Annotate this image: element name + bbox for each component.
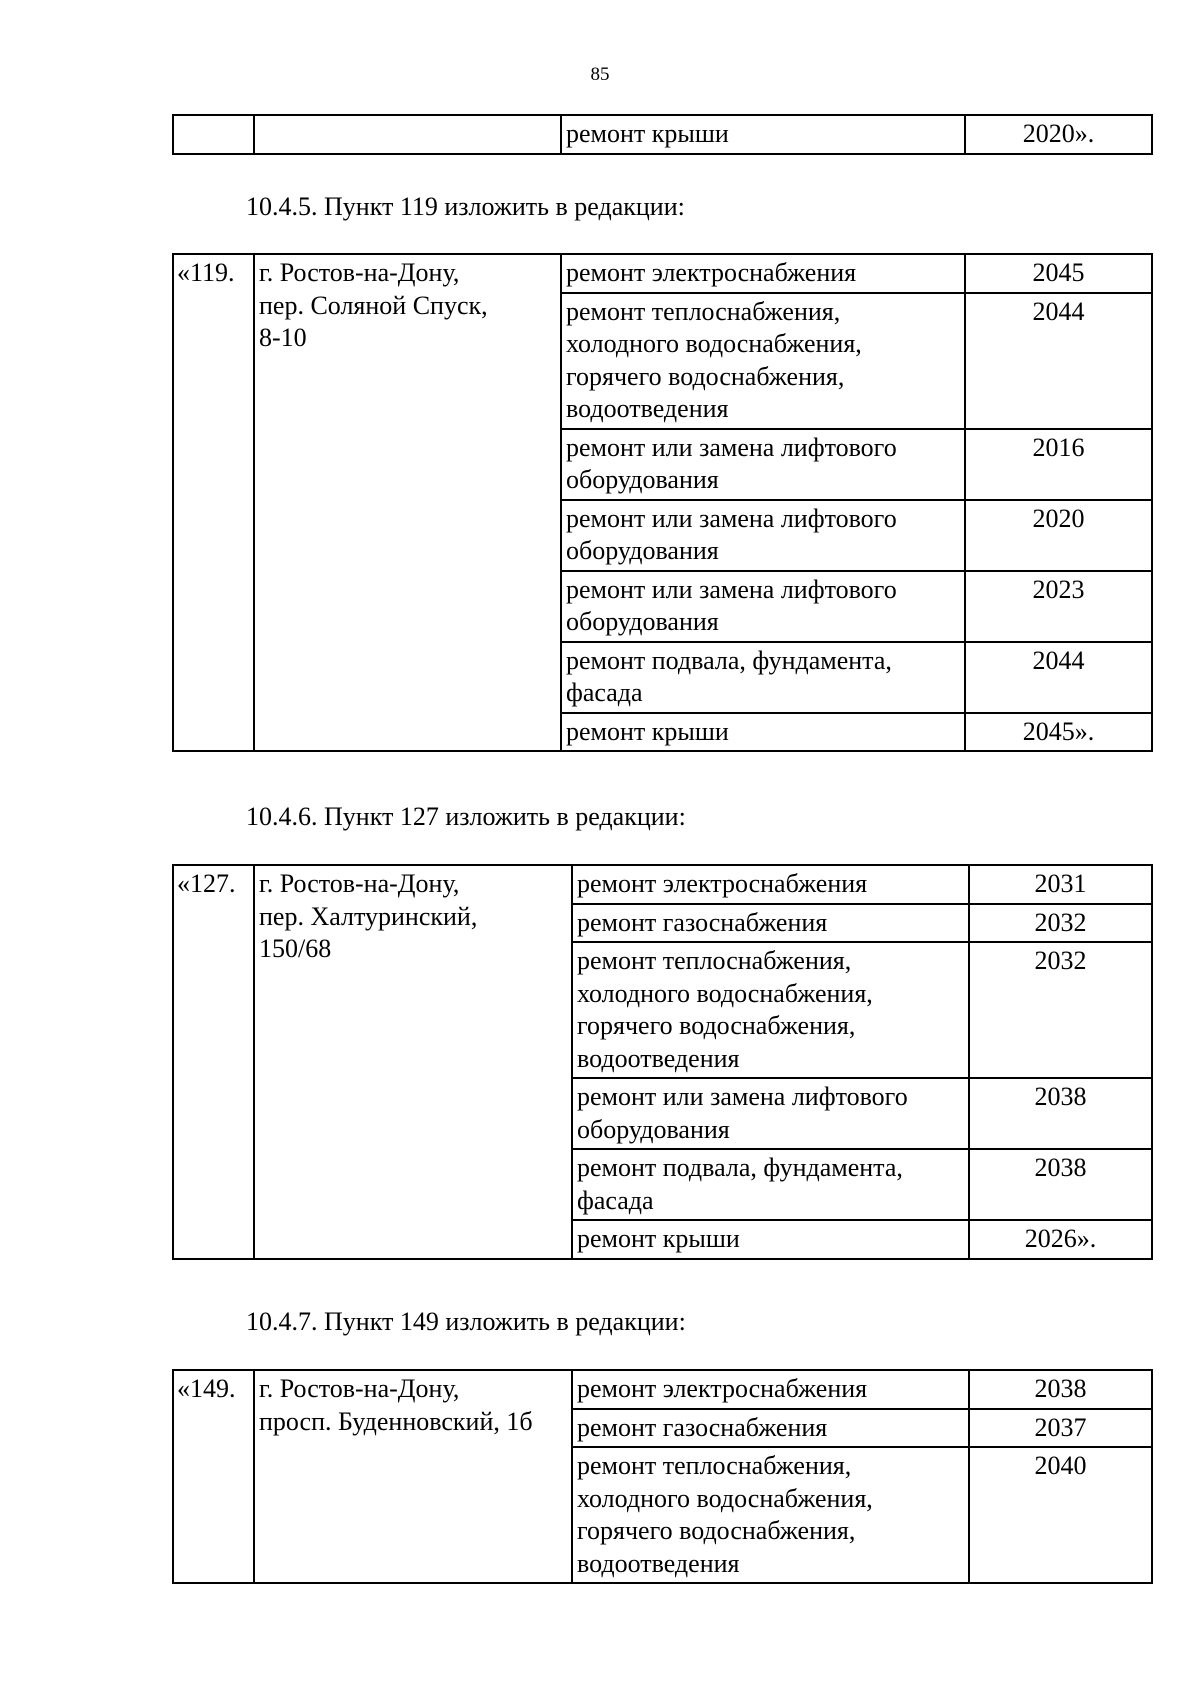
year-cell: 2031 — [969, 865, 1152, 904]
year-cell: 2044 — [965, 642, 1152, 713]
work-text: оборудования — [566, 536, 719, 565]
work-text: фасада — [566, 678, 643, 707]
table-row — [173, 115, 1152, 154]
work-cell — [561, 115, 965, 154]
address-line: пер. Соляной Спуск, — [259, 290, 488, 320]
work-cell — [561, 429, 965, 500]
item-number-cell — [173, 115, 254, 154]
year-cell: 2037 — [969, 1409, 1152, 1448]
address-cell — [254, 254, 561, 751]
work-text: ремонт крыши — [566, 119, 729, 148]
work-text: горячего водоснабжения, — [577, 1516, 856, 1545]
work-cell — [561, 713, 965, 752]
work-text: ремонт подвала, фундамента, — [577, 1153, 903, 1182]
year-cell: 2045 — [965, 254, 1152, 293]
work-text: ремонт теплоснабжения, — [577, 946, 852, 975]
work-text: ремонт или замена лифтового — [566, 503, 897, 533]
year-cell: 2020». — [965, 115, 1152, 154]
work-cell — [561, 571, 965, 642]
work-text: оборудования — [566, 607, 719, 636]
work-cell — [561, 254, 965, 293]
work-text: ремонт электроснабжения — [566, 258, 857, 287]
item-number-cell: «119. — [173, 254, 254, 751]
address-cell — [254, 1370, 572, 1583]
section-heading: 10.4.7. Пункт 149 изложить в редакции: — [246, 1307, 686, 1336]
item-number-cell: «149. — [173, 1370, 254, 1583]
work-cell — [572, 1447, 969, 1583]
section-heading: 10.4.6. Пункт 127 изложить в редакции: — [246, 802, 686, 831]
work-cell — [572, 1149, 969, 1220]
year-cell: 2032 — [969, 942, 1152, 1078]
work-text: ремонт теплоснабжения, — [577, 1451, 852, 1480]
work-text: ремонт электроснабжения — [577, 869, 868, 898]
work-text: холодного водоснабжения, — [566, 329, 862, 358]
table-row — [173, 865, 1152, 904]
table-row — [173, 254, 1152, 293]
work-text: оборудования — [577, 1114, 730, 1144]
year-cell: 2040 — [969, 1447, 1152, 1583]
address-line: г. Ростов-на-Дону, — [259, 258, 460, 287]
year-cell: 2023 — [965, 571, 1152, 642]
work-text: водоотведения — [566, 394, 729, 423]
year-cell: 2044 — [965, 293, 1152, 429]
item-table — [172, 864, 1153, 1260]
item-number-cell: «127. — [173, 865, 254, 1259]
work-cell — [572, 1220, 969, 1259]
work-text: ремонт подвала, фундамента, — [566, 645, 892, 675]
work-text: ремонт теплоснабжения, — [566, 296, 841, 326]
work-cell — [572, 1409, 969, 1448]
item-table — [172, 253, 1153, 752]
page-number: 85 — [590, 64, 610, 85]
address-line: 8-10 — [259, 323, 307, 352]
work-cell — [572, 942, 969, 1078]
year-cell: 2038 — [969, 1149, 1152, 1220]
work-text: водоотведения — [577, 1043, 740, 1073]
work-cell — [561, 500, 965, 571]
continuation-table — [172, 114, 1153, 155]
work-text: фасада — [577, 1185, 654, 1215]
work-text: ремонт крыши — [566, 716, 729, 746]
work-text: холодного водоснабжения, — [577, 978, 873, 1008]
year-cell: 2038 — [969, 1078, 1152, 1149]
address-line: г. Ростов-на-Дону, — [259, 869, 460, 898]
work-text: водоотведения — [577, 1548, 740, 1578]
work-text: ремонт электроснабжения — [577, 1374, 868, 1403]
work-cell — [561, 642, 965, 713]
year-cell: 2020 — [965, 500, 1152, 571]
work-text: ремонт или замена лифтового — [566, 432, 897, 462]
item-table — [172, 1369, 1153, 1584]
work-text: ремонт газоснабжения — [577, 907, 828, 937]
work-text: горячего водоснабжения, — [577, 1011, 856, 1040]
year-cell: 2016 — [965, 429, 1152, 500]
work-text: горячего водоснабжения, — [566, 361, 845, 391]
year-cell: 2045». — [965, 713, 1152, 752]
work-cell — [572, 904, 969, 943]
work-cell — [572, 865, 969, 904]
work-text: ремонт или замена лифтового — [577, 1082, 908, 1111]
address-line: 150/68 — [259, 934, 332, 963]
work-text: ремонт крыши — [577, 1224, 740, 1253]
section-heading: 10.4.5. Пункт 119 изложить в редакции: — [246, 192, 685, 221]
work-text: оборудования — [566, 465, 719, 494]
table-row — [173, 1370, 1152, 1409]
address-line: г. Ростов-на-Дону, — [259, 1374, 460, 1403]
work-text: ремонт газоснабжения — [577, 1412, 828, 1442]
work-text: ремонт или замена лифтового — [566, 574, 897, 604]
address-cell — [254, 865, 572, 1259]
year-cell: 2032 — [969, 904, 1152, 943]
work-text: холодного водоснабжения, — [577, 1483, 873, 1513]
year-cell: 2038 — [969, 1370, 1152, 1409]
address-line: просп. Буденновский, 1б — [259, 1406, 533, 1436]
address-cell — [254, 115, 561, 154]
work-cell — [561, 293, 965, 429]
work-cell — [572, 1078, 969, 1149]
address-line: пер. Халтуринский, — [259, 901, 478, 931]
work-cell — [572, 1370, 969, 1409]
year-cell: 2026». — [969, 1220, 1152, 1259]
